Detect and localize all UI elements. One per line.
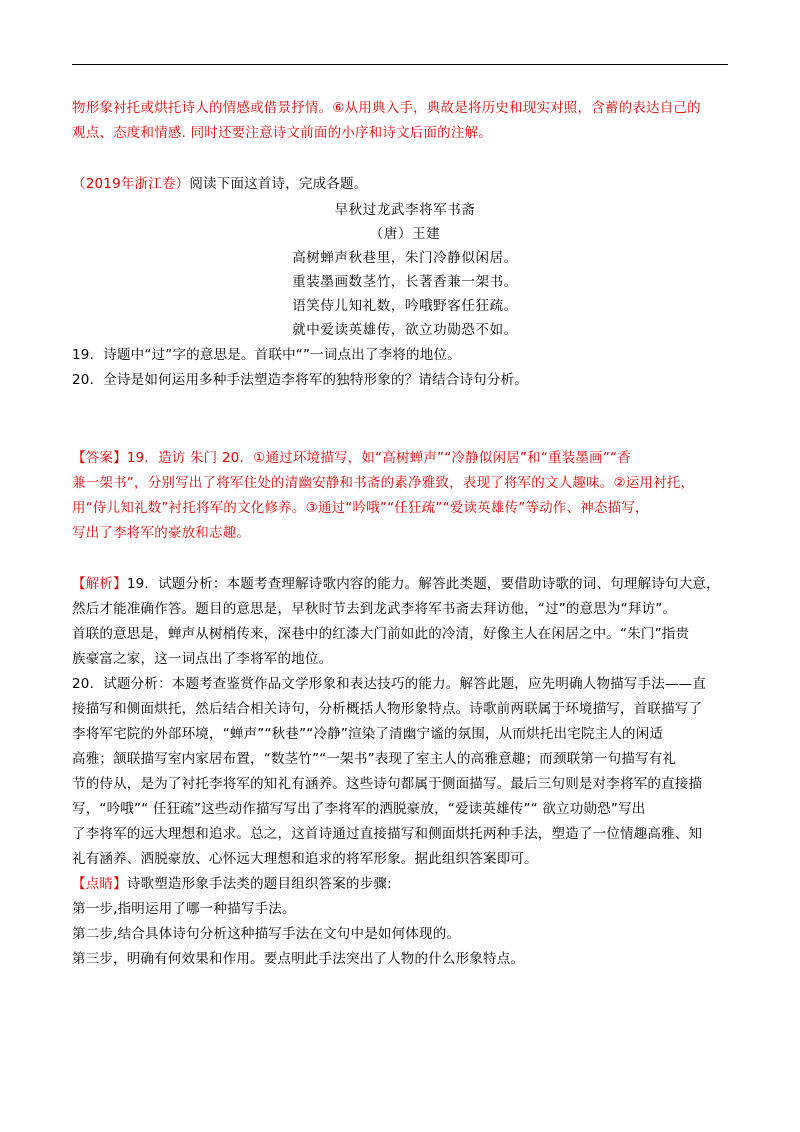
analysis-line-8: 高雅；颔联描写室内家居布置，“数茎竹”“一架书”表现了室主人的高雅意趣；而颈联第一句描写有礼 — [72, 751, 677, 767]
answer-line-1 — [72, 446, 732, 466]
question-header — [72, 172, 732, 192]
header-rule — [72, 64, 728, 65]
analysis-line-1 — [72, 572, 732, 592]
intro-line-2: 观点、态度和情感. 同时还要注意诗文前面的小序和诗文后面的注解。 — [72, 125, 492, 141]
tips-line-1 — [72, 872, 732, 892]
tips-label: 【点睛】 — [72, 876, 127, 892]
poem-line-1: 高树蝉声秋巷里，朱门冷静似闲居。 — [292, 250, 518, 266]
analysis-line-5: 20．试题分析：本题考查鉴赏作品文学形象和表达技巧的能力。解答此题，应先明确人物描写手法——直 — [72, 676, 707, 692]
poem-line-4: 就中爱读英雄传，欲立功勋恐不如。 — [292, 322, 518, 338]
question-19: 19．诗题中“过”字的意思是。首联中“”一词点出了李将的地位。 — [72, 347, 461, 363]
tips-step-3: 第三步，明确有何效果和作用。要点明此手法突出了人物的什么形象特点。 — [72, 951, 525, 967]
analysis-line-11: 了李将军的远大理想和追求。总之，这首诗通过直接描写和侧面烘托两种手法，塑造了一位情趣高雅、知 — [72, 826, 703, 842]
analysis-line-12: 礼有涵养、洒脱豪放、心怀远大理想和追求的将军形象。据此组织答案即可。 — [72, 851, 538, 867]
analysis-line-7: 李将军宅院的外部环境，“蝉声”“秋巷”“冷静”渲染了清幽宁谧的氛围，从而烘托出宅院主人的闲适 — [72, 726, 664, 742]
answer-label: 【答案】 — [72, 450, 127, 466]
question-source: （2019年浙江卷） — [72, 176, 190, 192]
question-prompt: 阅读下面这首诗，完成各题。 — [189, 176, 368, 192]
analysis-line-9: 节的侍从，是为了衬托李将军的知礼有涵养。这些诗句都属于侧面描写。最后三句则是对李将军的直接描 — [72, 776, 703, 792]
answer-line-3: 用“侍儿知礼数”衬托将军的文化修养。③通过“吟哦”“任狂疏”“爱读英雄传”等动作、神态描写， — [72, 500, 649, 516]
analysis-label: 【解析】 — [72, 576, 127, 592]
poem-line-3: 语笑侍儿知礼数，吟哦野客任狂疏。 — [292, 298, 518, 314]
answer-line-2: 兼一架书”，分别写出了将军住处的清幽安静和书斋的素净雅致，表现了将军的文人趣味。②运用衬托， — [72, 475, 695, 491]
analysis-line-2: 然后才能准确作答。题目的意思是，早秋时节去到龙武李将军书斋去拜访他，“过”的意思为“拜访”。 — [72, 601, 677, 617]
analysis-line-6: 接描写和侧面烘托，然后结合相关诗句，分析概括人物形象特点。诗歌前两联属于环境描写，首联描写了 — [72, 701, 703, 717]
tips-first: 诗歌塑造形象手法类的题目组织答案的步骤: — [126, 876, 392, 892]
analysis-line-10: 写，“吟哦”“ 任狂疏”这些动作描写写出了李将军的洒脱豪放，“爱读英雄传”“ 欲立功勋恐”写出 — [72, 801, 646, 817]
tips-step-2: 第二步,结合具体诗句分析这种描写手法在文句中是如何体现的。 — [72, 926, 461, 942]
question-20: 20．全诗是如何运用多种手法塑造李将军的独特形象的？请结合诗句分析。 — [72, 372, 528, 388]
tips-step-1: 第一步,指明运用了哪一种描写手法。 — [72, 901, 296, 917]
intro-line-1: 物形象衬托或烘托诗人的情感或借景抒情。⑥从用典入手，典故是将历史和现实对照，含蓄的表达自己的 — [72, 100, 701, 116]
poem-author: （唐）王建 — [369, 226, 441, 242]
poem-line-2: 重装墨画数茎竹，长著香兼一架书。 — [292, 274, 518, 290]
analysis-line-4: 族豪富之家，这一词点出了李将军的地位。 — [72, 651, 333, 667]
answer-line-4: 写出了李将军的豪放和志趣。 — [72, 525, 251, 541]
poem-title: 早秋过龙武李将军书斋 — [334, 202, 476, 218]
answer-text-1: 19．造访 朱门 20．①通过环境描写，如“高树蝉声”“冷静似闲居”和“重装墨画”“香 — [126, 450, 631, 466]
analysis-text-1: 19．试题分析：本题考查理解诗歌内容的能力。解答此类题，要借助诗歌的词、句理解诗句大意， — [126, 576, 720, 592]
analysis-line-3: 首联的意思是，蝉声从树梢传来，深巷中的红漆大门前如此的冷清，好像主人在闲居之中。“朱门”指贵 — [72, 626, 690, 642]
